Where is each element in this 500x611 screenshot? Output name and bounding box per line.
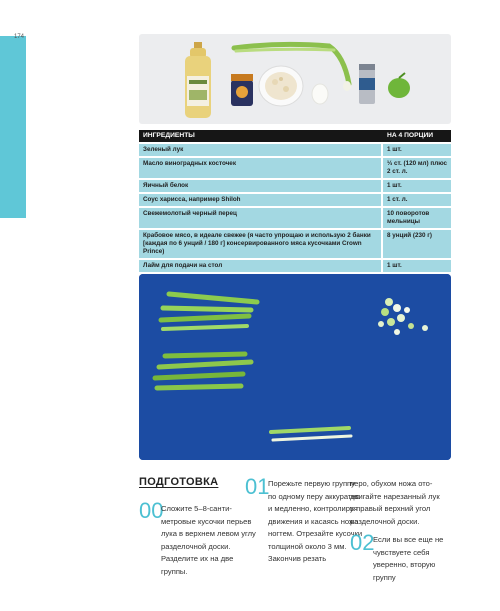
step-number: 00	[139, 498, 164, 523]
lime-image	[388, 73, 410, 98]
ingredients-photo	[139, 34, 451, 124]
table-row	[139, 208, 451, 228]
pepper-tin-image	[359, 64, 375, 104]
ingredient-name: Яичный белок	[139, 180, 381, 192]
step-text-continued: перо, обухом ножа ото-двигайте нарезанный лук в правый верхний угол разделочной доски.	[350, 479, 440, 526]
ingredient-name: Лайм для подачи на стол	[139, 260, 381, 272]
step-text: Порежьте первую группу по одному перу аккуратно и медленно, контролируя движения и касаясь ножа ногтем. Отрезайте кусочки толщиной около 3 мм. Закончив резать	[268, 479, 363, 563]
ingredient-name: Масло виноградных косточек	[139, 158, 381, 178]
ingredient-amount: 1 шт.	[383, 180, 451, 192]
egg-image	[312, 84, 328, 104]
table-row	[139, 260, 451, 272]
step-text: Сложите 5–8-санти-метровые кусочки перьев лука в верхнем левом углу разделочной доски. Разделите их на две группы.	[161, 504, 256, 576]
ingredient-amount: 1 ст. л.	[383, 194, 451, 206]
step-text: Если вы все еще не чувствуете себя уверенно, вторую группу	[373, 535, 444, 582]
ingredient-amount: 8 унций (230 г)	[383, 230, 451, 258]
ingredient-amount: ⅓ ст. (120 мл) плюс 2 ст. л.	[383, 158, 451, 178]
page-number: 174	[14, 34, 25, 40]
ingredient-name: Соус харисса, например Shiloh	[139, 194, 381, 206]
step-number: 01	[245, 474, 270, 499]
preparation-title: ПОДГОТОВКА	[139, 476, 219, 488]
table-row	[139, 194, 451, 206]
ingredients-column-header: ИНГРЕДИЕНТЫ	[143, 132, 195, 139]
table-row	[139, 144, 451, 156]
ingredient-amount: 10 поворотов мельницы	[383, 208, 451, 228]
side-accent-bar	[0, 36, 26, 218]
crab-bowl-image	[259, 66, 303, 106]
oil-bottle-image	[185, 42, 211, 118]
table-row	[139, 180, 451, 192]
table-row	[139, 158, 451, 178]
step-number: 02	[350, 530, 375, 555]
ingredient-name: Крабовое мясо, в идеале свежее (я часто упрощаю и использую 2 банки [каждая по 6 унций / 180 г] консервированного мяса кусочками Crown Prince)	[139, 230, 381, 258]
ingredient-name: Зеленый лук	[139, 144, 381, 156]
table-row	[139, 230, 451, 258]
harissa-jar-image	[231, 74, 253, 106]
ingredient-name: Свежемолотый черный перец	[139, 208, 381, 228]
ingredient-amount: 1 шт.	[383, 260, 451, 272]
ingredients-table	[139, 130, 451, 272]
ingredient-amount: 1 шт.	[383, 144, 451, 156]
cutting-board-photo	[139, 274, 451, 460]
servings-column-header: НА 4 ПОРЦИИ	[387, 132, 434, 139]
table-header	[139, 130, 451, 142]
